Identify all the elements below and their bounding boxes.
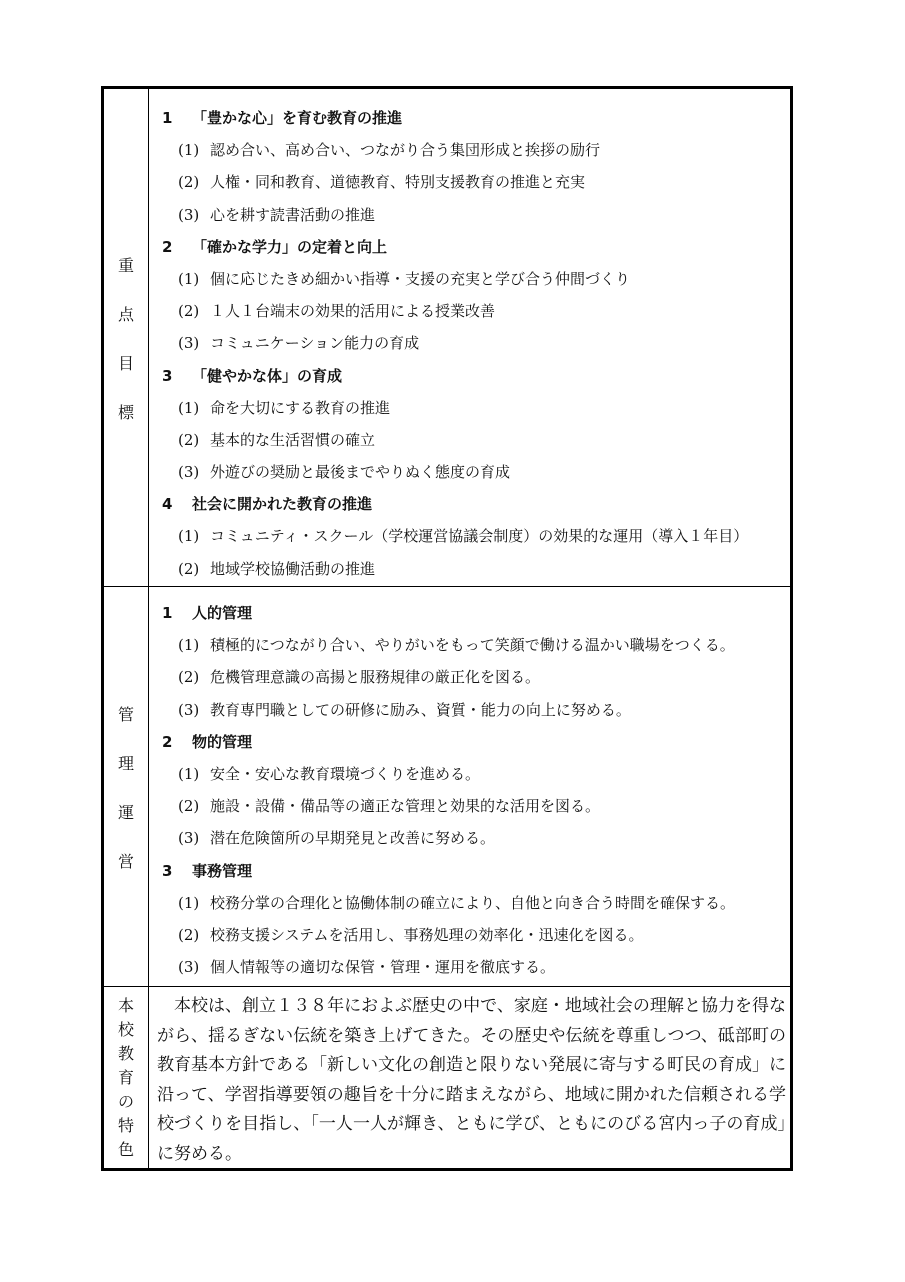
section-number: 3: [162, 366, 173, 385]
section-heading: [162, 234, 790, 266]
label-char: 理: [117, 753, 134, 773]
item-number: (3): [178, 334, 200, 353]
list-item: [162, 761, 790, 793]
item-number: (1): [178, 764, 200, 783]
section-number: 2: [162, 732, 173, 751]
management-content: [149, 587, 790, 986]
item-text: 積極的につながり合い、やりがいをもって笑顔で働ける温かい職場をつくる。: [210, 636, 735, 655]
section-number: 2: [162, 237, 173, 256]
section-number: 3: [162, 861, 173, 880]
item-number: (3): [178, 205, 200, 224]
list-item: [162, 427, 790, 459]
item-text: 個人情報等の適切な保管・管理・運用を徹底する。: [210, 958, 556, 977]
item-text: 認め合い、高め合い、つながり合う集団形成と挨拶の励行: [210, 141, 601, 160]
list-item: [162, 459, 790, 491]
item-number: (2): [178, 559, 200, 578]
focus-goals-row: [104, 89, 790, 586]
item-text: 外遊びの奨励と最後までやりぬく態度の育成: [210, 463, 511, 482]
management-label: [104, 587, 149, 986]
section-number: 1: [162, 604, 173, 622]
item-text: コミュニケーション能力の育成: [210, 334, 420, 353]
school-policy-table: [101, 86, 793, 1171]
label-char: 校: [117, 1019, 134, 1039]
item-number: (2): [178, 668, 200, 687]
label-char: 重: [117, 255, 134, 275]
features-content: [149, 987, 790, 1168]
section-heading: [162, 363, 790, 395]
section-heading: [162, 729, 790, 761]
item-number: (2): [178, 302, 200, 321]
section-heading: [162, 105, 790, 137]
section-title: 「確かな学力」の定着と向上: [192, 237, 388, 256]
list-item: [162, 330, 790, 362]
item-number: (1): [178, 636, 200, 655]
focus-goals-content: [149, 89, 790, 586]
item-text: 校務分掌の合理化と協働体制の確立により、自他と向き合う時間を確保する。: [210, 893, 736, 912]
item-text: 施設・設備・備品等の適正な管理と効果的な活用を図る。: [210, 797, 601, 816]
features-label: [104, 987, 149, 1168]
item-text: 地域学校協働活動の推進: [210, 559, 376, 578]
list-item: [162, 395, 790, 427]
item-text: １人１台端末の効果的活用による授業改善: [210, 302, 496, 321]
list-item: [162, 137, 790, 169]
section-heading: [162, 491, 790, 523]
list-item: [162, 266, 790, 298]
label-char: 目: [117, 353, 134, 373]
list-item: [162, 169, 790, 201]
section-title: 「健やかな体」の育成: [192, 366, 343, 385]
section-heading: [162, 858, 790, 890]
item-number: (3): [178, 829, 200, 848]
label-char: 特: [117, 1115, 134, 1135]
section-title: 物的管理: [192, 732, 253, 751]
label-char: 点: [117, 304, 134, 324]
item-number: (1): [178, 398, 200, 417]
features-row: [104, 986, 790, 1168]
section-number: 1: [162, 109, 173, 127]
section-title: 事務管理: [192, 861, 253, 880]
label-char: 標: [117, 402, 134, 422]
item-text: 人権・同和教育、道徳教育、特別支援教育の推進と充実: [210, 173, 586, 192]
item-text: 教育専門職としての研修に励み、資質・能力の向上に努める。: [210, 700, 631, 719]
item-number: (3): [178, 463, 200, 482]
list-item: [162, 890, 790, 922]
item-number: (2): [178, 797, 200, 816]
list-item: [162, 523, 790, 555]
section-title: 人的管理: [192, 604, 253, 622]
label-char: 育: [117, 1067, 134, 1087]
list-item: [162, 922, 790, 954]
section-title: 社会に開かれた教育の推進: [192, 495, 373, 514]
features-paragraph: 本校は、創立１３８年におよぶ歴史の中で、家庭・地域社会の理解と協力を得ながら、揺るぎない伝統を築き上げてきた。その歴史や伝統を尊重しつつ、砥部町の教育基本方針である「新しい文化の創造と限りない発展に寄与する町民の育成」に沿って、学習指導要領の趣旨を十分に踏まえながら、地域に開かれた信頼される学校づくりを目指し、「一人一人が輝き、ともに学び、ともにのびる宮内っ子の育成」に努める。: [157, 996, 786, 1164]
item-number: (3): [178, 958, 200, 977]
item-number: (2): [178, 925, 200, 944]
list-item: [162, 632, 790, 664]
item-number: (1): [178, 141, 200, 160]
label-char: 営: [117, 851, 134, 871]
item-text: 個に応じたきめ細かい指導・支援の充実と学び合う仲間づくり: [210, 269, 631, 288]
item-text: 命を大切にする教育の推進: [210, 398, 391, 417]
item-text: 心を耕す読書活動の推進: [210, 205, 376, 224]
label-char: 色: [117, 1139, 134, 1159]
item-text: 校務支援システムを活用し、事務処理の効率化・迅速化を図る。: [210, 925, 644, 944]
list-item: [162, 954, 790, 986]
item-text: コミュニティ・スクール（学校運営協議会制度）の効果的な運用（導入１年目）: [210, 527, 749, 546]
label-char: 運: [117, 802, 134, 822]
list-item: [162, 793, 790, 825]
item-text: 安全・安心な教育環境づくりを進める。: [210, 764, 481, 783]
list-item: [162, 697, 790, 729]
list-item: [162, 664, 790, 696]
section-heading: [162, 600, 790, 632]
label-char: の: [117, 1091, 134, 1111]
item-text: 危機管理意識の高揚と服務規律の厳正化を図る。: [210, 668, 541, 687]
item-number: (2): [178, 430, 200, 449]
list-item: [162, 825, 790, 857]
item-text: 基本的な生活習慣の確立: [210, 430, 376, 449]
item-number: (2): [178, 173, 200, 192]
item-number: (3): [178, 700, 200, 719]
section-title: 「豊かな心」を育む教育の推進: [192, 109, 403, 127]
list-item: [162, 202, 790, 234]
label-char: 管: [117, 704, 134, 724]
management-row: [104, 586, 790, 986]
section-number: 4: [162, 495, 173, 514]
item-number: (1): [178, 893, 200, 912]
list-item: [162, 556, 790, 588]
focus-goals-label: [104, 89, 149, 586]
label-char: 教: [117, 1043, 134, 1063]
list-item: [162, 298, 790, 330]
item-number: (1): [178, 269, 200, 288]
item-text: 潜在危険箇所の早期発見と改善に努める。: [210, 829, 496, 848]
item-number: (1): [178, 527, 200, 546]
label-char: 本: [117, 995, 134, 1015]
